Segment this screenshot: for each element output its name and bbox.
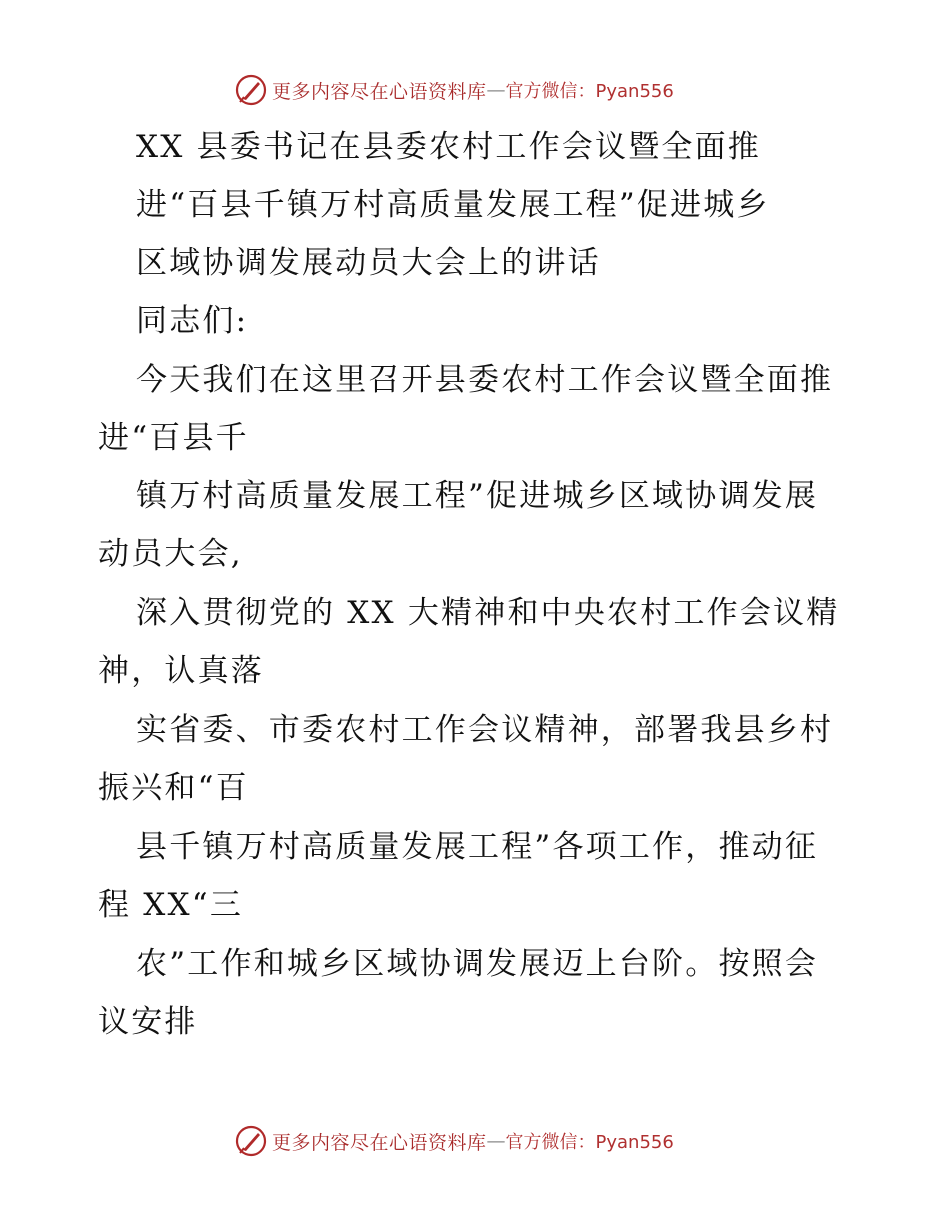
body-line: 实省委、市委农村工作会议精神，部署我县乡村 bbox=[136, 712, 834, 748]
title-line-3: 区域协调发展动员大会上的讲话 bbox=[136, 245, 601, 281]
body-line: 今天我们在这里召开县委农村工作会议暨全面推 bbox=[136, 362, 834, 398]
body-line: 镇万村高质量发展工程”促进城乡区域协调发展 bbox=[136, 478, 819, 514]
watermark-separator: — bbox=[486, 1130, 506, 1152]
body-line: 进“百县千 bbox=[98, 420, 249, 456]
watermark-wechat: 官方微信：Pyan556 bbox=[505, 81, 674, 102]
footer-watermark bbox=[234, 1123, 714, 1159]
title-line-1: XX 县委书记在县委农村工作会议暨全面推 bbox=[136, 129, 761, 165]
quill-logo-icon bbox=[234, 1124, 268, 1158]
watermark-wechat: 官方微信：Pyan556 bbox=[505, 1132, 674, 1153]
watermark-text: 更多内容尽在心语资料库 bbox=[272, 1131, 487, 1154]
body-line: 振兴和“百 bbox=[98, 770, 249, 806]
watermark-separator: — bbox=[486, 79, 506, 101]
body-line: 议安排 bbox=[98, 1004, 198, 1040]
body-line: 县千镇万村高质量发展工程”各项工作，推动征 bbox=[136, 829, 819, 865]
body-line: 程 XX“三 bbox=[98, 887, 244, 923]
header-watermark bbox=[234, 72, 714, 108]
salutation: 同志们: bbox=[136, 303, 249, 339]
body-line: 农”工作和城乡区域协调发展迈上台阶。按照会 bbox=[136, 946, 819, 982]
body-line: 深入贯彻党的 XX 大精神和中央农村工作会议精 bbox=[136, 595, 840, 631]
title-line-2: 进“百县千镇万村高质量发展工程”促进城乡 bbox=[136, 187, 770, 223]
body-line: 神，认真落 bbox=[98, 653, 264, 689]
quill-logo-icon bbox=[234, 73, 268, 107]
body-line: 动员大会, bbox=[98, 536, 243, 572]
watermark-text: 更多内容尽在心语资料库 bbox=[272, 80, 487, 103]
